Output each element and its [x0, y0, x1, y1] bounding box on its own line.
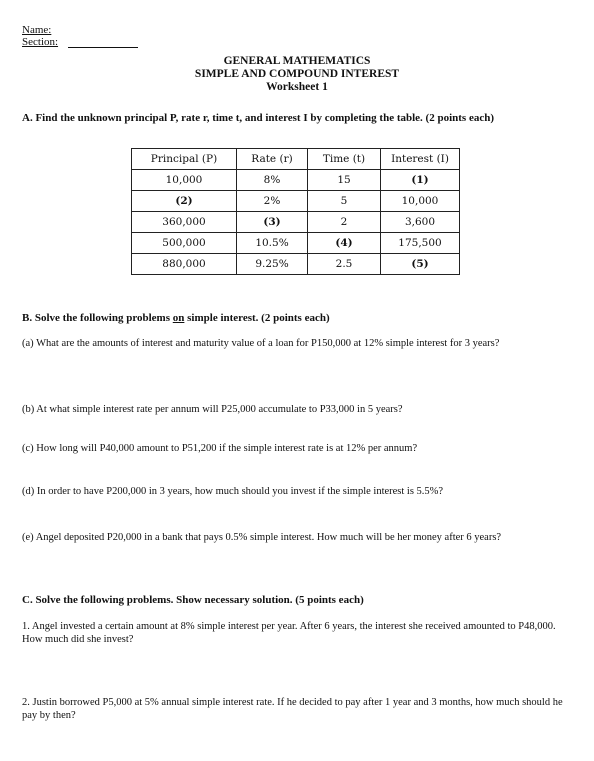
table-cell-interest: (5) — [381, 254, 460, 275]
table-row — [132, 254, 460, 275]
part-c-instruction: C. Solve the following problems. Show necessary solution. (5 points each) — [22, 594, 364, 606]
table-cell-interest: 3,600 — [381, 212, 460, 233]
table-cell-time: 2.5 — [308, 254, 381, 275]
interest-table — [131, 148, 460, 275]
worksheet-topic-title: SIMPLE AND COMPOUND INTEREST — [194, 68, 400, 80]
problem-b-b: (b) At what simple interest rate per annum will P25,000 accumulate to P33,000 in 5 years? — [22, 404, 403, 415]
column-header-time: Time (t) — [308, 149, 381, 170]
table-cell-interest: 10,000 — [381, 191, 460, 212]
table-cell-interest: (1) — [381, 170, 460, 191]
table-cell-principal: 360,000 — [132, 212, 237, 233]
column-header-rate: Rate (r) — [237, 149, 308, 170]
part-b-instruction-start: B. Solve the following problems — [22, 312, 173, 324]
table-cell-time: (4) — [308, 233, 381, 254]
problem-b-c: (c) How long will P40,000 amount to P51,200 if the simple interest rate is at 12% per annum? — [22, 443, 418, 454]
problem-c-1: 1. Angel invested a certain amount at 8% simple interest per year. After 6 years, the interest she received amounted to P48,000. How much did she invest? — [22, 621, 556, 645]
table-row — [132, 170, 460, 191]
table-cell-rate: 8% — [237, 170, 308, 191]
table-cell-time: 2 — [308, 212, 381, 233]
problem-b-e: (e) Angel deposited P20,000 in a bank that pays 0.5% simple interest. How much will be her money after 6 years? — [22, 532, 502, 543]
section-field — [22, 36, 58, 48]
table-row — [132, 212, 460, 233]
section-blank-line — [68, 47, 138, 48]
table-cell-principal: (2) — [132, 191, 237, 212]
part-b-instruction — [22, 312, 330, 324]
column-header-principal: Principal (P) — [132, 149, 237, 170]
table-cell-rate: 9.25% — [237, 254, 308, 275]
part-b-instruction-end: simple interest. (2 points each) — [184, 312, 330, 324]
table-cell-rate: (3) — [237, 212, 308, 233]
table-cell-rate: 2% — [237, 191, 308, 212]
table-cell-principal: 10,000 — [132, 170, 237, 191]
column-header-interest: Interest (I) — [381, 149, 460, 170]
table-cell-rate: 10.5% — [237, 233, 308, 254]
worksheet-subject-title: GENERAL MATHEMATICS — [223, 55, 371, 67]
table-row — [132, 233, 460, 254]
table-cell-time: 5 — [308, 191, 381, 212]
name-field — [22, 24, 51, 36]
part-b-instruction-on: on — [172, 312, 185, 324]
section-label: Section: — [22, 36, 59, 48]
table-cell-principal: 880,000 — [132, 254, 237, 275]
table-row — [132, 191, 460, 212]
problem-b-d: (d) In order to have P200,000 in 3 years, how much should you invest if the simple interest is 5.5%? — [22, 486, 444, 497]
table-cell-interest: 175,500 — [381, 233, 460, 254]
table-header-row — [132, 149, 460, 170]
worksheet-number-title: Worksheet 1 — [266, 81, 328, 93]
problem-b-a: (a) What are the amounts of interest and maturity value of a loan for P150,000 at 12% simple interest for 3 years? — [22, 338, 500, 349]
table-cell-principal: 500,000 — [132, 233, 237, 254]
part-a-instruction: A. Find the unknown principal P, rate r, time t, and interest I by completing the table. (2 points each) — [22, 112, 495, 124]
name-label: Name: — [22, 24, 52, 36]
table-cell-time: 15 — [308, 170, 381, 191]
problem-c-2: 2. Justin borrowed P5,000 at 5% annual simple interest rate. If he decided to pay after 1 year and 3 months, how much should he pay by then? — [22, 697, 563, 721]
